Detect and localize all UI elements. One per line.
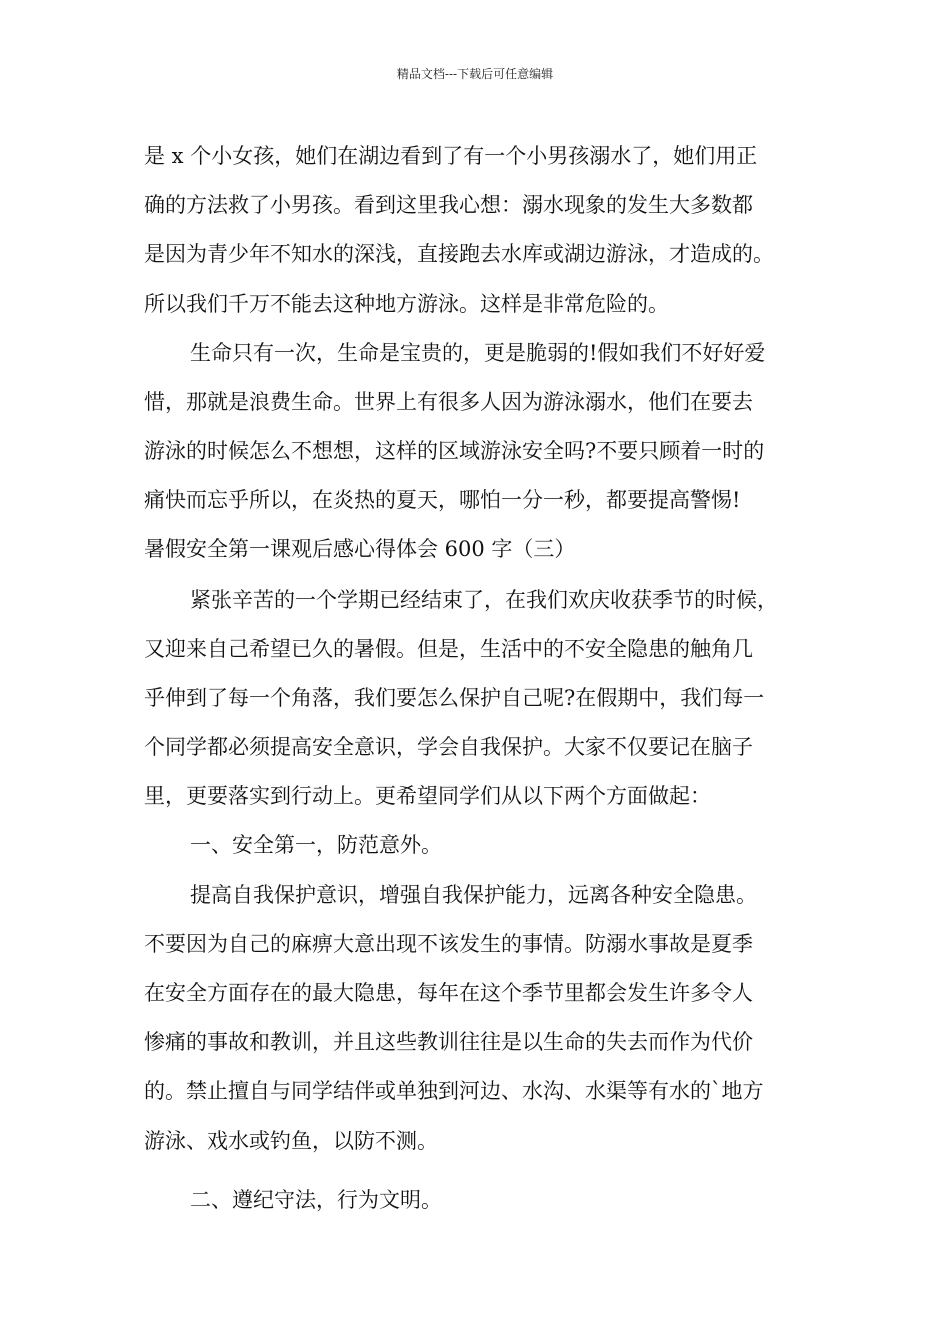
text-line: 里，更要落实到行动上。更希望同学们从以下两个方面做起： — [144, 784, 711, 809]
text-line: 的。禁止擅自与同学结伴或单独到河边、水沟、水渠等有水的`地方 — [144, 1079, 764, 1104]
text-line: 紧张辛苦的一个学期已经结束了，在我们欢庆收获季节的时候， — [190, 587, 778, 612]
list-item-1: 一、安全第一，防范意外。 — [190, 833, 442, 858]
text-line: 是 x 个小女孩，她们在湖边看到了有一个小男孩溺水了，她们用正 — [144, 144, 758, 168]
text-line: 生命只有一次，生命是宝贵的，更是脆弱的!假如我们不好好爱 — [190, 340, 766, 365]
page-header: 精品文档---下载后可任意编辑 — [396, 67, 554, 81]
section-heading: 暑假安全第一课观后感心得体会 600 字（三） — [144, 536, 576, 561]
text-line: 不要因为自己的麻痹大意出现不该发生的事情。防溺水事故是夏季 — [144, 931, 753, 956]
text-line: 惜，那就是浪费生命。世界上有很多人因为游泳溺水，他们在要去 — [144, 389, 753, 414]
paragraph-3 — [144, 576, 820, 822]
text-line: 惨痛的事故和教训，并且这些教训往往是以生命的失去而作为代价 — [144, 1030, 753, 1055]
text-line: 游泳、戏水或钓鱼，以防不测。 — [144, 1128, 438, 1153]
text-line: 提高自我保护意识，增强自我保护能力，远离各种安全隐患。 — [190, 882, 757, 907]
spacer — [144, 1166, 820, 1176]
list-item-2: 二、遵纪守法，行为文明。 — [190, 1187, 442, 1212]
text-line: 个同学都必须提高安全意识，学会自我保护。大家不仅要记在脑子 — [144, 735, 753, 760]
paragraph-4 — [144, 871, 820, 1166]
text-line: 又迎来自己希望已久的暑假。但是，生活中的不安全隐患的触角几 — [144, 636, 753, 661]
text-line: 是因为青少年不知水的深浅，直接跑去水库或湖边游泳，才造成的。 — [144, 242, 774, 267]
text-line: 确的方法救了小男孩。看到这里我心想：溺水现象的发生大多数都 — [144, 193, 753, 218]
text-line: 游泳的时候怎么不想想，这样的区域游泳安全吗?不要只顾着一时的 — [144, 439, 765, 464]
text-line: 所以我们千万不能去这种地方游泳。这样是非常危险的。 — [144, 291, 669, 316]
paragraph-1 — [144, 132, 820, 329]
text-line: 乎伸到了每一个角落，我们要怎么保护自己呢?在假期中，我们每一 — [144, 685, 765, 710]
text-line: 在安全方面存在的最大隐患，每年在这个季节里都会发生许多令人 — [144, 981, 753, 1005]
text-line: 痛快而忘乎所以，在炎热的夏天，哪怕一分一秒，都要提高警惕! — [144, 488, 741, 513]
document-body — [144, 132, 820, 1225]
paragraph-2 — [144, 329, 820, 526]
